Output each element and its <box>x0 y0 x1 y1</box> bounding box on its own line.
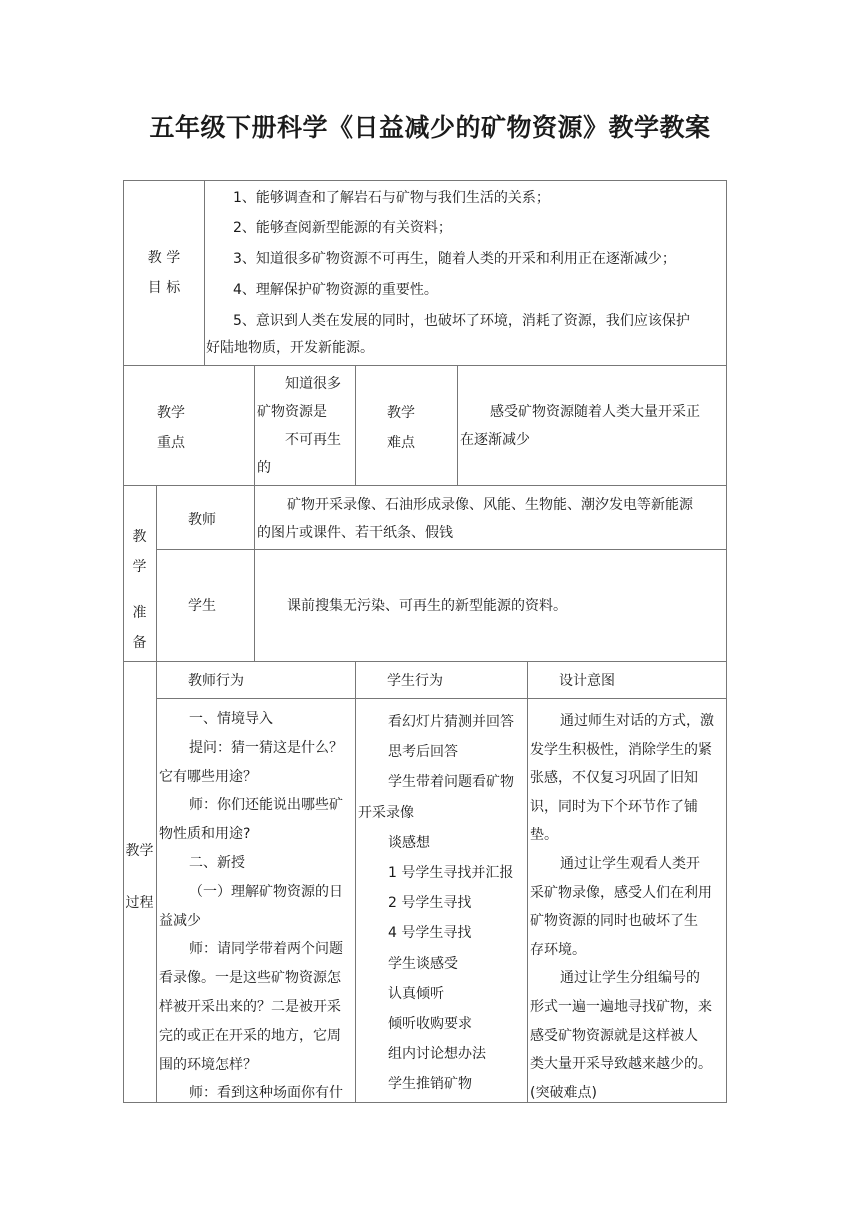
student-line: 2 号学生寻找 <box>388 895 472 912</box>
teacher-line: （一）理解矿物资源的日 <box>189 883 343 900</box>
process-label-line2: 过程 <box>125 895 154 911</box>
teacher-line: 师：你们还能说出哪些矿 <box>189 797 343 814</box>
prep-student-content-cell <box>255 550 727 662</box>
teacher-line: 师：请同学带着两个问题 <box>189 941 343 958</box>
process-design-cell <box>528 699 727 1103</box>
design-line: 感受矿物资源就是这样被人 <box>530 1027 698 1044</box>
design-line: 通过让学生观看人类开 <box>560 855 700 872</box>
prep-student-label: 学生 <box>188 598 216 614</box>
key-content-line2: 矿物资源是 <box>257 404 327 420</box>
design-line: 张感，不仅复习巩固了旧知 <box>530 770 698 787</box>
design-line: 发学生积极性，消除学生的紧 <box>530 741 712 758</box>
design-line: 形式一遍一遍地寻找矿物，来 <box>530 998 712 1015</box>
teacher-line: 一、情境导入 <box>189 711 273 727</box>
goals-label-cell <box>124 181 205 366</box>
student-line: 学生推销矿物 <box>388 1076 472 1093</box>
student-line: 倾听收购要求 <box>388 1016 472 1033</box>
key-label-line1: 教学 <box>157 405 185 421</box>
process-header-student <box>356 662 528 699</box>
prep-student-label-cell <box>157 550 255 662</box>
process-header-design-label: 设计意图 <box>559 673 615 689</box>
lesson-plan-table <box>123 180 727 1103</box>
goal-item-5: 5、意识到人类在发展的同时，也破坏了环境，消耗了资源，我们应该保护 <box>233 313 690 329</box>
goals-content-cell <box>205 181 727 366</box>
goals-label-line2: 目 标 <box>147 280 181 296</box>
goal-item-5-cont: 好陆地物质，开发新能源。 <box>206 340 374 356</box>
student-line: 开采录像 <box>358 804 414 821</box>
teacher-line: 提问：猜一猜这是什么？ <box>189 739 343 756</box>
prep-teacher-label: 教师 <box>188 512 216 528</box>
student-line: 学生谈感受 <box>388 955 458 972</box>
teacher-line: 二、新授 <box>189 854 245 871</box>
key-label-line2: 重点 <box>157 435 185 451</box>
difficulty-label-line2: 难点 <box>387 435 415 451</box>
goal-item-1: 1、能够调查和了解岩石与矿物与我们生活的关系； <box>233 190 550 206</box>
goal-item-4: 4、理解保护矿物资源的重要性。 <box>233 282 438 298</box>
student-line: 认真倾听 <box>388 985 444 1002</box>
key-label-cell <box>124 366 255 486</box>
design-line: 矿物资源的同时也破坏了生 <box>530 913 698 930</box>
prep-label-cell <box>124 486 157 662</box>
prep-teacher-content-cell <box>255 486 727 550</box>
process-header-design <box>528 662 727 699</box>
prep-student-text: 课前搜集无污染、可再生的新型能源的资料。 <box>287 598 567 614</box>
process-header-student-label: 学生行为 <box>387 673 443 689</box>
goals-label-line1: 教 学 <box>147 250 181 266</box>
teacher-line: 它有哪些用途？ <box>159 768 257 785</box>
prep-label-char4: 备 <box>132 635 147 651</box>
process-header-teacher-label: 教师行为 <box>188 673 244 689</box>
design-line: 垫。 <box>530 827 558 844</box>
teacher-line: 益减少 <box>159 912 201 929</box>
student-line: 看幻灯片猜测并回答 <box>388 714 514 730</box>
design-line: (突破难点) <box>530 1084 597 1101</box>
teacher-line: 围的环境怎样？ <box>159 1056 257 1073</box>
design-line: 通过让学生分组编号的 <box>560 970 700 987</box>
goal-item-3: 3、知道很多矿物资源不可再生，随着人类的开采和利用正在逐渐减少； <box>233 251 676 267</box>
student-line: 组内讨论想办法 <box>388 1046 486 1063</box>
key-content-cell <box>255 366 356 486</box>
process-label-line1: 教学 <box>125 843 154 859</box>
student-line: 1 号学生寻找并汇报 <box>388 865 514 882</box>
design-line: 采矿物录像，感受人们在利用 <box>530 884 712 901</box>
process-student-cell <box>356 699 528 1103</box>
difficulty-line1: 感受矿物资源随着人类大量开采正 <box>490 404 700 420</box>
difficulty-label-line1: 教学 <box>387 405 415 421</box>
prep-label-char3: 准 <box>132 605 147 621</box>
design-line: 存环境。 <box>530 941 586 958</box>
student-line: 思考后回答 <box>388 744 458 761</box>
key-content-line1: 知道很多 <box>285 376 341 392</box>
teacher-line: 物性质和用途? <box>159 826 251 843</box>
difficulty-content-cell <box>458 366 727 486</box>
student-line: 4 号学生寻找 <box>388 925 472 942</box>
student-line: 谈感想 <box>388 834 430 851</box>
prep-teacher-line2: 的图片或课件、若干纸条、假钱 <box>257 525 453 541</box>
key-content-line4: 的 <box>257 460 271 476</box>
prep-teacher-line1: 矿物开采录像、石油形成录像、风能、生物能、潮汐发电等新能源 <box>287 497 693 513</box>
prep-label-char2: 学 <box>132 559 147 575</box>
process-header-teacher <box>157 662 356 699</box>
teacher-line: 师：看到这种场面你有什 <box>189 1085 343 1102</box>
prep-teacher-label-cell <box>157 486 255 550</box>
goal-item-2: 2、能够查阅新型能源的有关资料； <box>233 220 452 236</box>
teacher-line: 完的或正在开采的地方，它周 <box>159 1027 341 1044</box>
design-line: 类大量开采导致越来越少的。 <box>530 1056 712 1073</box>
prep-label-char1: 教 <box>132 529 147 545</box>
difficulty-line2: 在逐渐减少 <box>460 432 530 448</box>
key-content-line3: 不可再生 <box>285 432 341 448</box>
design-line: 通过师生对话的方式，激 <box>560 713 714 729</box>
difficulty-label-cell <box>356 366 458 486</box>
process-teacher-cell <box>157 699 356 1103</box>
design-line: 识，同时为下个环节作了铺 <box>530 798 698 815</box>
teacher-line: 样被开采出来的？二是被开采 <box>159 998 341 1015</box>
document-title: 五年级下册科学《日益减少的矿物资源》教学教案 <box>149 113 711 142</box>
teacher-line: 看录像。一是这些矿物资源怎 <box>159 970 341 987</box>
process-label-cell <box>124 662 157 1103</box>
student-line: 学生带着问题看矿物 <box>388 774 514 791</box>
